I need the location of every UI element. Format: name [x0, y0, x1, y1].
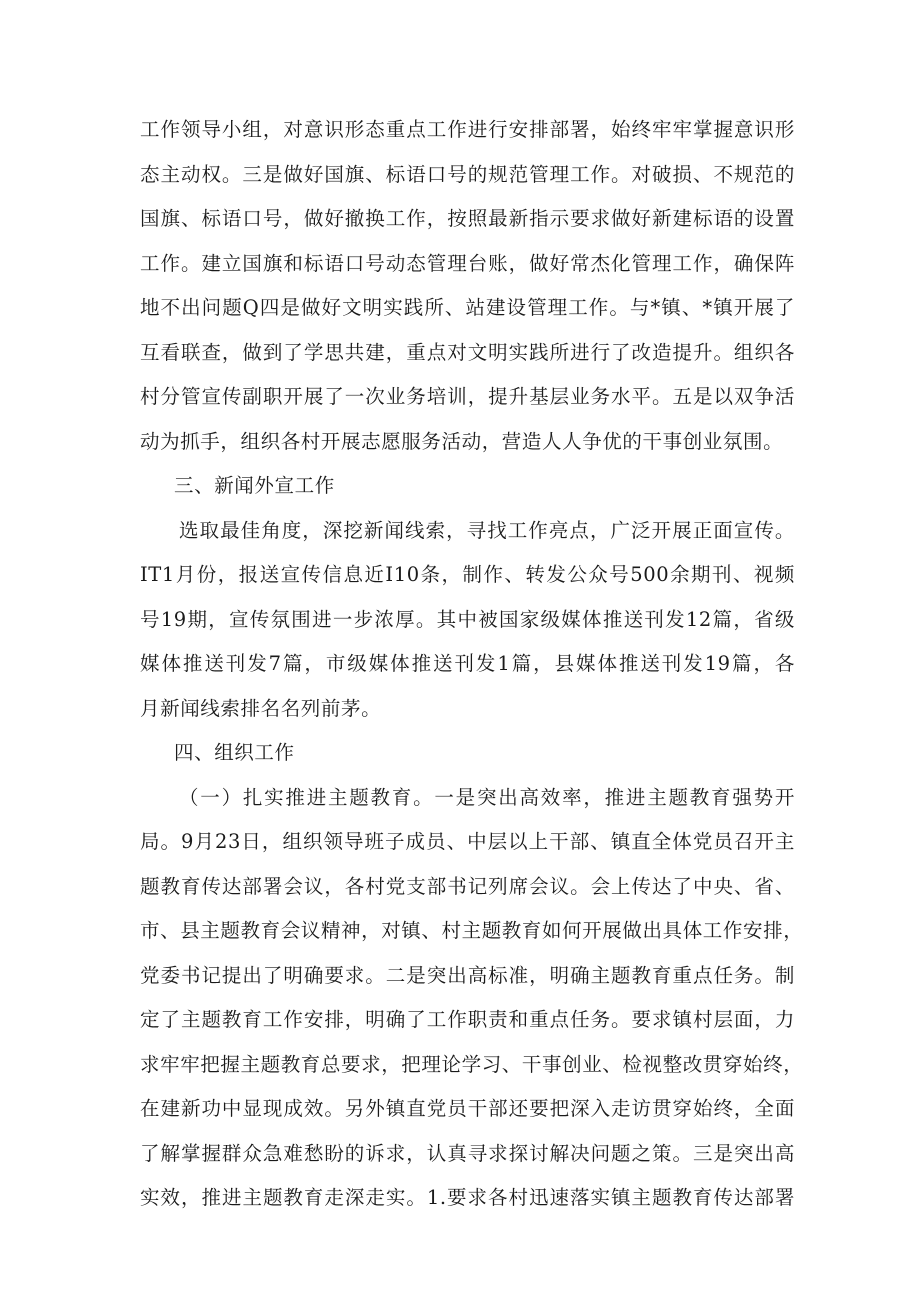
text-line: 工作领导小组，对意识形态重点工作进行安排部署，始终牢牢掌握意识形 [140, 118, 795, 141]
text-line: （一）扎实推进主题教育。一是突出高效率，推进主题教育强势开 [179, 785, 795, 809]
paragraph-theme-education [140, 776, 804, 1221]
paragraph-news-publicity [140, 509, 795, 732]
section-heading-organization: 四、组织工作 [174, 741, 295, 764]
text-line: 求牢牢把握主题教育总要求，把理论学习、干事创业、检视整改贯穿始终， [140, 1052, 804, 1076]
text-line: 了解掌握群众急难愁盼的诉求，认真寻求探讨解决问题之策。三是突出高 [140, 1141, 795, 1165]
text-line: 定了主题教育工作安排，明确了工作职责和重点任务。要求镇村层面，力 [140, 1008, 795, 1031]
text-line: 态主动权。三是做好国旗、标语口号的规范管理工作。对破损、不规范的 [140, 162, 795, 186]
text-line: 号19期，宣传氛围进一步浓厚。其中被国家级媒体推送刊发12篇，省级 [140, 607, 795, 631]
text-line: 村分管宣传副职开展了一次业务培训，提升基层业务水平。五是以双争活 [140, 385, 795, 408]
text-line: 市、县主题教育会议精神，对镇、村主题教育如何开展做出具体工作安排， [140, 919, 804, 942]
text-line: 媒体推送刊发7篇，市级媒体推送刊发1篇，县媒体推送刊发19篇，各 [140, 652, 795, 675]
text-line: 互看联查，做到了学思共建，重点对文明实践所进行了改造提升。组织各 [140, 340, 795, 364]
text-line: 月新闻线索排名名列前茅。 [140, 696, 382, 720]
section-heading-news-publicity: 三、新闻外宣工作 [174, 474, 335, 497]
text-line: IT1月份，报送宣传信息近I10条，制作、转发公众号500余期刊、视频 [140, 563, 795, 586]
text-line: 实效，推进主题教育走深走实。1.要求各村迅速落实镇主题教育传达部署 [140, 1186, 795, 1209]
document-body [140, 108, 804, 1221]
text-line: 在建新功中显现成效。另外镇直党员干部还要把深入走访贯穿始终，全面 [140, 1097, 795, 1120]
text-line: 局。9月23日，组织领导班子成员、中层以上干部、镇直全体党员召开主 [140, 830, 795, 853]
paragraph-ideology-work [140, 108, 795, 464]
text-line: 选取最佳角度，深挖新闻线索，寻找工作亮点，广泛开展正面宣传。 [179, 518, 795, 542]
text-line: 国旗、标语口号，做好撤换工作，按照最新指示要求做好新建标语的设置 [140, 207, 795, 230]
text-line: 动为抓手，组织各村开展志愿服务活动，营造人人争优的干事创业氛围。 [140, 429, 784, 453]
text-line: 地不出问题Q四是做好文明实践所、站建设管理工作。与*镇、*镇开展了 [140, 296, 795, 319]
text-line: 题教育传达部署会议，各村党支部书记列席会议。会上传达了中央、省、 [140, 874, 795, 898]
text-line: 工作。建立国旗和标语口号动态管理台账，做好常杰化管理工作，确保阵 [140, 251, 795, 275]
text-line: 党委书记提出了明确要求。二是突出高标准，明确主题教育重点任务。制 [140, 963, 795, 987]
